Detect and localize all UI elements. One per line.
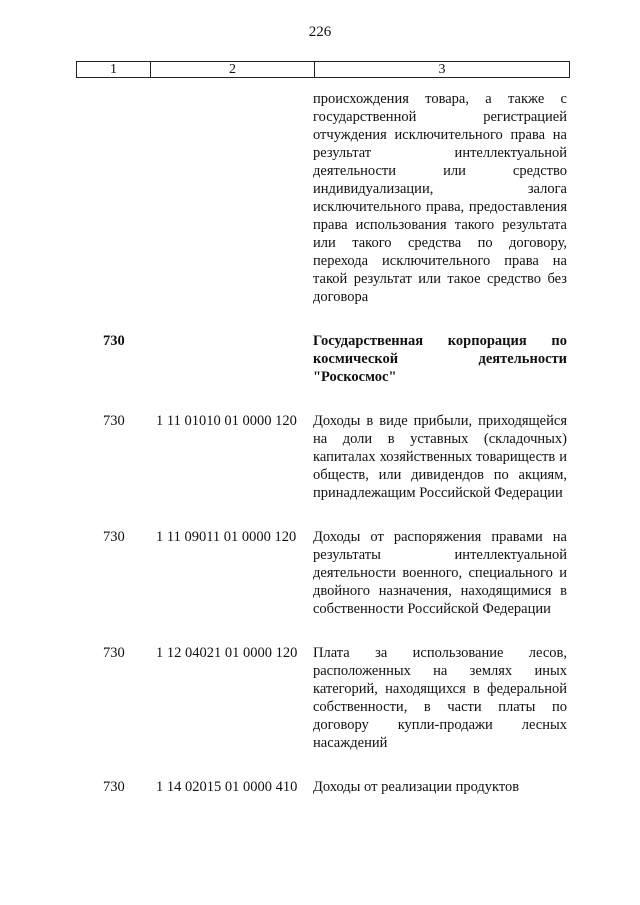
header-col-1: 1 (77, 62, 151, 77)
admin-code: 730 (103, 779, 125, 795)
page-number: 226 (308, 24, 332, 40)
revenue-code: 1 14 02015 01 0000 410 (156, 779, 298, 795)
revenue-description: Доходы в виде прибыли, приходящейся на доли в уставных (складочных) капиталах хозяйственных товариществ и обществ, или дивидендов по акциям, принадлежащим Российской Федерации (313, 413, 567, 501)
admin-code: 730 (103, 413, 125, 429)
table-header (76, 61, 570, 78)
revenue-code: 1 12 04021 01 0000 120 (156, 645, 298, 661)
admin-code: 730 (103, 529, 125, 545)
header-col-3: 3 (438, 62, 446, 77)
revenue-code: 1 11 09011 01 0000 120 (156, 529, 297, 545)
revenue-description: происхождения товара, а также с государственной регистрацией отчуждения исключительного права на результат интеллектуальной деятельности или средство индивидуализации, залога исключительного права, предоставления права использования такого результата или такого средства по договору, перехода исключительного права на такой результат или такое средство без договора (313, 91, 567, 305)
table-row (0, 778, 640, 796)
table-row (0, 90, 640, 306)
revenue-code: 1 11 01010 01 0000 120 (156, 413, 297, 429)
revenue-description: Доходы от реализации продуктов (313, 779, 520, 795)
revenue-description: Плата за использование лесов, расположенных на землях иных категорий, находящихся в федеральной собственности, в части платы по договору купли-продажи лесных насаждений (313, 645, 567, 751)
admin-code: 730 (103, 333, 125, 349)
table-row (0, 528, 640, 618)
revenue-description: Доходы от распоряжения правами на результаты интеллектуальной деятельности военного, специального и двойного назначения, находящимися в собственности Российской Федерации (313, 529, 567, 617)
admin-code: 730 (103, 645, 125, 661)
header-col-2: 2 (151, 62, 315, 77)
table-row (0, 644, 640, 752)
table-row (0, 412, 640, 502)
administrator-name: Государственная корпорация по космической деятельности "Роскосмос" (313, 333, 567, 385)
table-body (0, 90, 640, 796)
table-row (0, 332, 640, 386)
